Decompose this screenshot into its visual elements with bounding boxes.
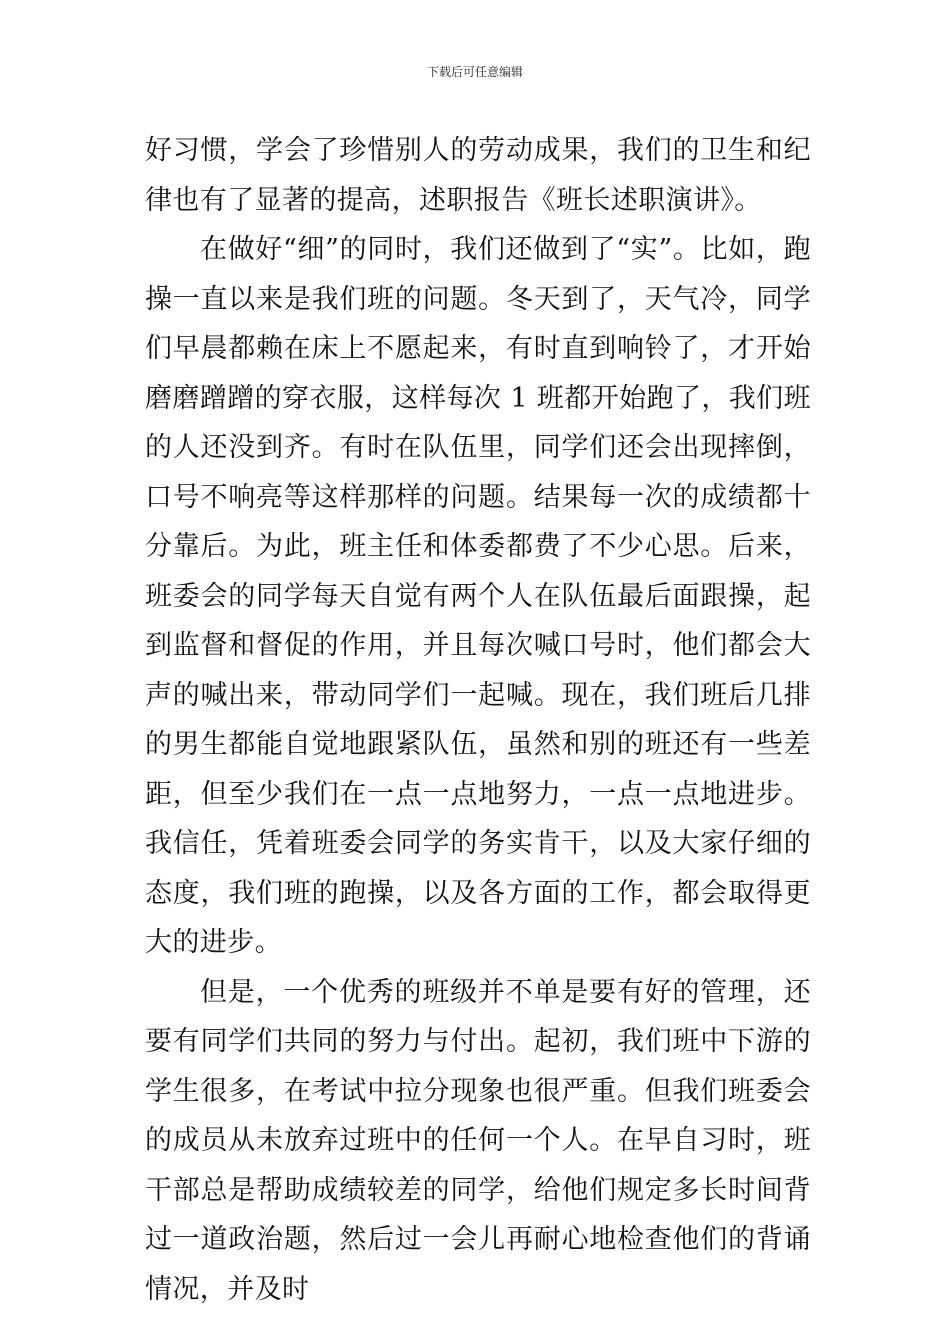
- paragraph-class-effort: 但是，一个优秀的班级并不单是要有好的管理，还要有同学们共同的努力与付出。起初，我们班中下游的学生很多，在考试中拉分现象也很严重。但我们班委会的成员从未放弃过班中的任何一个人。在早自习时，班干部总是帮助成绩较差的同学，给他们规定多长时间背过一道政治题，然后过一会儿再耐心地检查他们的背诵情况，并及时: [145, 976, 811, 1305]
- paragraph-running-practice: 在做好“细”的同时，我们还做到了“实”。比如，跑操一直以来是我们班的问题。冬天到了，天气冷，同学们早晨都赖在床上不愿起来，有时直到响铃了，才开始磨磨蹭蹭的穿衣服，这样每次 1 班都开始跑了，我们班的人还没到齐。有时在队伍里，同学们还会出现摔倒，口号不响亮等这样那样的问题。结果每一次的成绩都十分靠后。为此，班主任和体委都费了不少心思。后来，班委会的同学每天自觉有两个人在队伍最后面跟操，起到监督和督促的作用，并且每次喊口号时，他们都会大声的喊出来，带动同学们一起喊。现在，我们班后几排的男生都能自觉地跟紧队伍，虽然和别的班还有一些差距，但至少我们在一点一点地努力，一点一点地进步。我信任，凭着班委会同学的务实肯干，以及大家仔细的态度，我们班的跑操，以及各方面的工作，都会取得更大的进步。: [145, 234, 811, 958]
- paragraph-continuation: 好习惯，学会了珍惜别人的劳动成果，我们的卫生和纪律也有了显著的提高，述职报告《班长述职演讲》。: [145, 135, 811, 216]
- page-header: 下载后可任意编辑: [426, 65, 523, 79]
- document-body: [145, 126, 811, 1314]
